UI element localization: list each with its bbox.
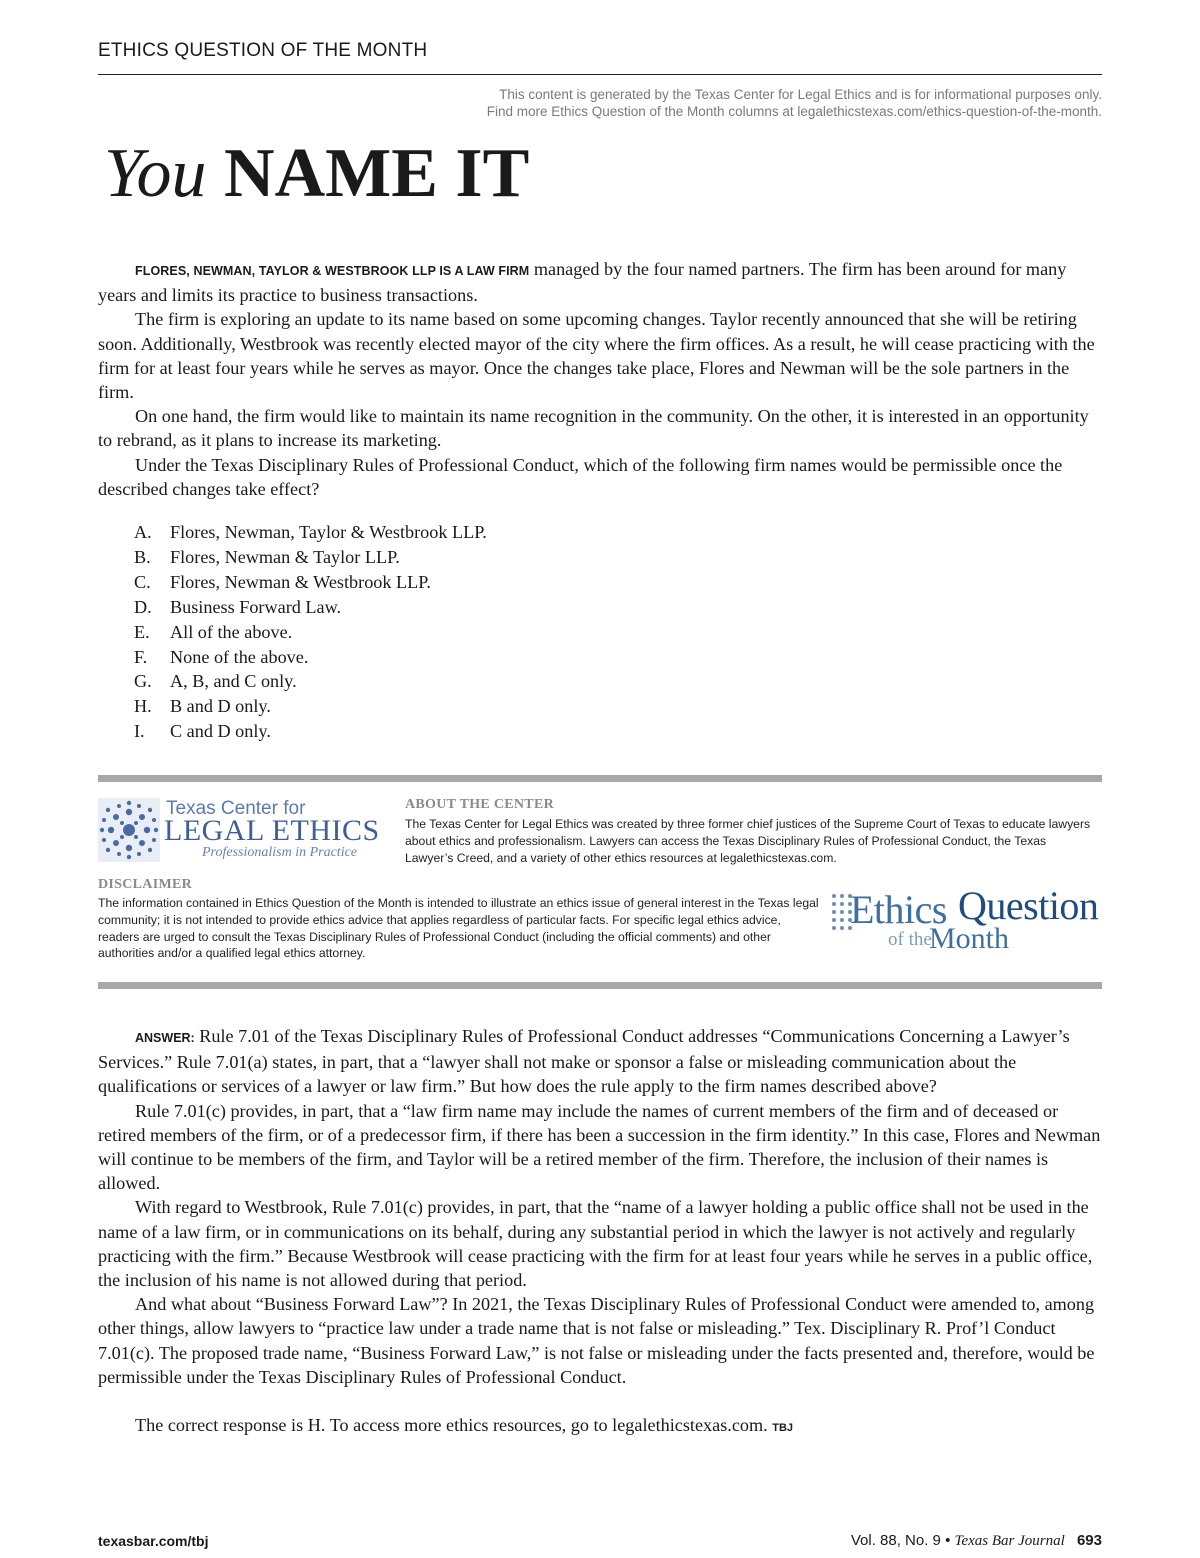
about-text: The Texas Center for Legal Ethics was created by three former chief justices of the Supreme Court of Texas to educate lawyers about ethics and professionalism. Lawyers can access the Texas Disciplinary Rules of Professional Conduct, the Texas Lawyer’s Creed, and a variety of other ethics resources at legalethicstexas.com. xyxy=(405,817,1091,865)
page-number: 693 xyxy=(1076,1532,1102,1549)
option-text: A, B, and C only. xyxy=(170,671,297,692)
option-item xyxy=(134,669,487,694)
option-letter: E. xyxy=(134,621,150,642)
answer-text xyxy=(98,1024,1102,1440)
notice-line-1: This content is generated by the Texas Center for Legal Ethics and is for informational purposes only. xyxy=(499,87,1102,102)
option-item xyxy=(134,570,487,595)
question-paragraph-4: Under the Texas Disciplinary Rules of Professional Conduct, which of the following firm names would be permissible once the described changes take effect? xyxy=(98,454,1063,499)
section-header: ETHICS QUESTION OF THE MONTH xyxy=(98,40,428,61)
answer-paragraph-1-text: Rule 7.01 of the Texas Disciplinary Rules of Professional Conduct addresses “Communications Concerning a Lawyer’s Services.” Rule 7.01(a) states, in part, that a “lawyer shall not make or sponsor a false or misleading communication about the qualifications or services of a lawyer or law firm.” But how does the rule apply to the firm names described above? xyxy=(98,1026,1070,1097)
question-text xyxy=(98,257,1102,501)
answer-paragraph-2: Rule 7.01(c) provides, in part, that a “law firm name may include the names of current members of the firm and of deceased or retired members of the firm, or of a predecessor firm, if there has been a succession in the firm identity.” In this case, Flores and Newman will continue to be members of the firm, and Taylor will be a retired member of the firm. Therefore, the inclusion of their names is allowed. xyxy=(98,1100,1101,1194)
option-letter: A. xyxy=(134,522,152,542)
option-text: Flores, Newman & Taylor LLP. xyxy=(170,546,400,567)
option-letter: H. xyxy=(134,696,152,717)
option-item xyxy=(134,694,487,719)
answer-paragraph-4: And what about “Business Forward Law”? In 2021, the Texas Disciplinary Rules of Professional Conduct were amended to, among other things, allow lawyers to “practice law under a trade name that is not false or misleading.” Tex. Disciplinary R. Prof’l Conduct 7.01(c). The proposed trade name, “Business Forward Law,” is not false or misleading under the facts presented and, therefore, would be permissible under the Texas Disciplinary Rules of Professional Conduct. xyxy=(98,1294,1095,1387)
disclaimer-heading: DISCLAIMER xyxy=(98,877,193,892)
title-you: You xyxy=(104,135,207,212)
answer-label: ANSWER: xyxy=(135,1031,195,1045)
option-letter: F. xyxy=(134,646,148,667)
option-letter: D. xyxy=(134,596,152,617)
option-item xyxy=(134,595,487,620)
answer-paragraph-3: With regard to Westbrook, Rule 7.01(c) provides, in part, that the “name of a lawyer holding a public office shall not be used in the name of a law firm, or in communications on its behalf, during any substantial period in which the lawyer is not actively and regularly practicing with the firm.” Because Westbrook will cease practicing with the firm for at least four years while he serves in a public office, the inclusion of his name is not allowed during that period. xyxy=(98,1197,1093,1291)
option-item xyxy=(134,545,487,570)
option-letter: I. xyxy=(134,721,145,742)
option-text: None of the above. xyxy=(170,646,309,667)
footer-bullet: • xyxy=(945,1532,951,1549)
tbj-end-mark: TBJ xyxy=(772,1422,794,1435)
eqm-of-the: of the xyxy=(888,929,932,950)
logo-line-1: Texas Center for xyxy=(166,798,306,819)
option-item xyxy=(134,719,487,744)
question-paragraph-2: The firm is exploring an update to its name based on some upcoming changes. Taylor recently announced that she will be retiring soon. Additionally, Westbrook was recently elected mayor of the city where the firm offices. As a result, he will cease practicing with the firm for at least four years while he serves as mayor. Once the changes take place, Flores and Newman will be the sole partners in the firm. xyxy=(98,309,1095,403)
footer-journal-name: Texas Bar Journal xyxy=(954,1533,1065,1549)
informational-notice xyxy=(487,86,1102,120)
option-letter: B. xyxy=(134,546,151,567)
option-item xyxy=(134,520,487,545)
page-title xyxy=(104,132,529,216)
ethics-question-of-the-month-logo xyxy=(830,884,1102,960)
footer-volume: Vol. 88, No. 9 xyxy=(850,1532,941,1549)
about-heading: ABOUT THE CENTER xyxy=(405,797,554,812)
option-text: Flores, Newman & Westbrook LLP. xyxy=(170,571,431,592)
footer-url: texasbar.com/tbj xyxy=(98,1533,209,1549)
logo-line-2: LEGAL ETHICS xyxy=(164,814,380,847)
option-text: All of the above. xyxy=(170,621,293,642)
answer-options xyxy=(134,520,487,744)
option-text: C and D only. xyxy=(170,721,271,742)
conclusion-text: The correct response is H. To access more ethics resources, go to legalethicstexas.com. xyxy=(135,1415,768,1436)
question-lead: FLORES, NEWMAN, TAYLOR & WESTBROOK LLP IS A LAW FIRM xyxy=(135,264,530,278)
notice-line-2: Find more Ethics Question of the Month columns at legalethicstexas.com/ethics-question-of-the-month. xyxy=(486,104,1102,119)
answer-conclusion xyxy=(98,1413,1102,1440)
logo-tagline: Professionalism in Practice xyxy=(202,845,358,860)
center-box-top-bar xyxy=(98,775,1102,782)
eqm-month: Month xyxy=(929,922,1010,955)
footer-issue-info xyxy=(851,1532,1102,1550)
question-paragraph-1 xyxy=(98,257,1102,307)
texas-center-logo xyxy=(98,798,383,862)
option-item xyxy=(134,645,487,670)
center-box-bottom-bar xyxy=(98,982,1102,989)
title-name-it: NAME IT xyxy=(224,135,530,212)
option-text: Business Forward Law. xyxy=(170,596,342,617)
eqm-question: Question xyxy=(958,883,1099,928)
option-letter: C. xyxy=(134,571,151,592)
tcle-emblem-icon xyxy=(98,798,160,862)
option-item xyxy=(134,620,487,645)
option-text: Flores, Newman, Taylor & Westbrook LLP. xyxy=(170,522,487,542)
question-paragraph-1-text: managed by the four named partners. The firm has been around for many years and limits its practice to business transactions. xyxy=(98,259,1067,306)
option-text: B and D only. xyxy=(170,696,271,717)
eqm-ethics: Ethics xyxy=(850,887,947,932)
answer-paragraph-1 xyxy=(98,1024,1102,1099)
option-letter: G. xyxy=(134,671,152,692)
disclaimer-text: The information contained in Ethics Question of the Month is intended to illustrate an ethics issue of general interest in the Texas legal community; it is not intended to provide ethics advice that applies regardless of particular facts. For specific legal ethics advice, readers are urged to consult the Texas Disciplinary Rules of Professional Conduct (including the official comments) and other authorities and/or a qualified legal ethics attorney. xyxy=(98,896,819,961)
header-divider xyxy=(98,74,1102,75)
question-paragraph-3: On one hand, the firm would like to maintain its name recognition in the community. On the other, it is interested in an opportunity to rebrand, as it plans to increase its marketing. xyxy=(98,406,1089,451)
